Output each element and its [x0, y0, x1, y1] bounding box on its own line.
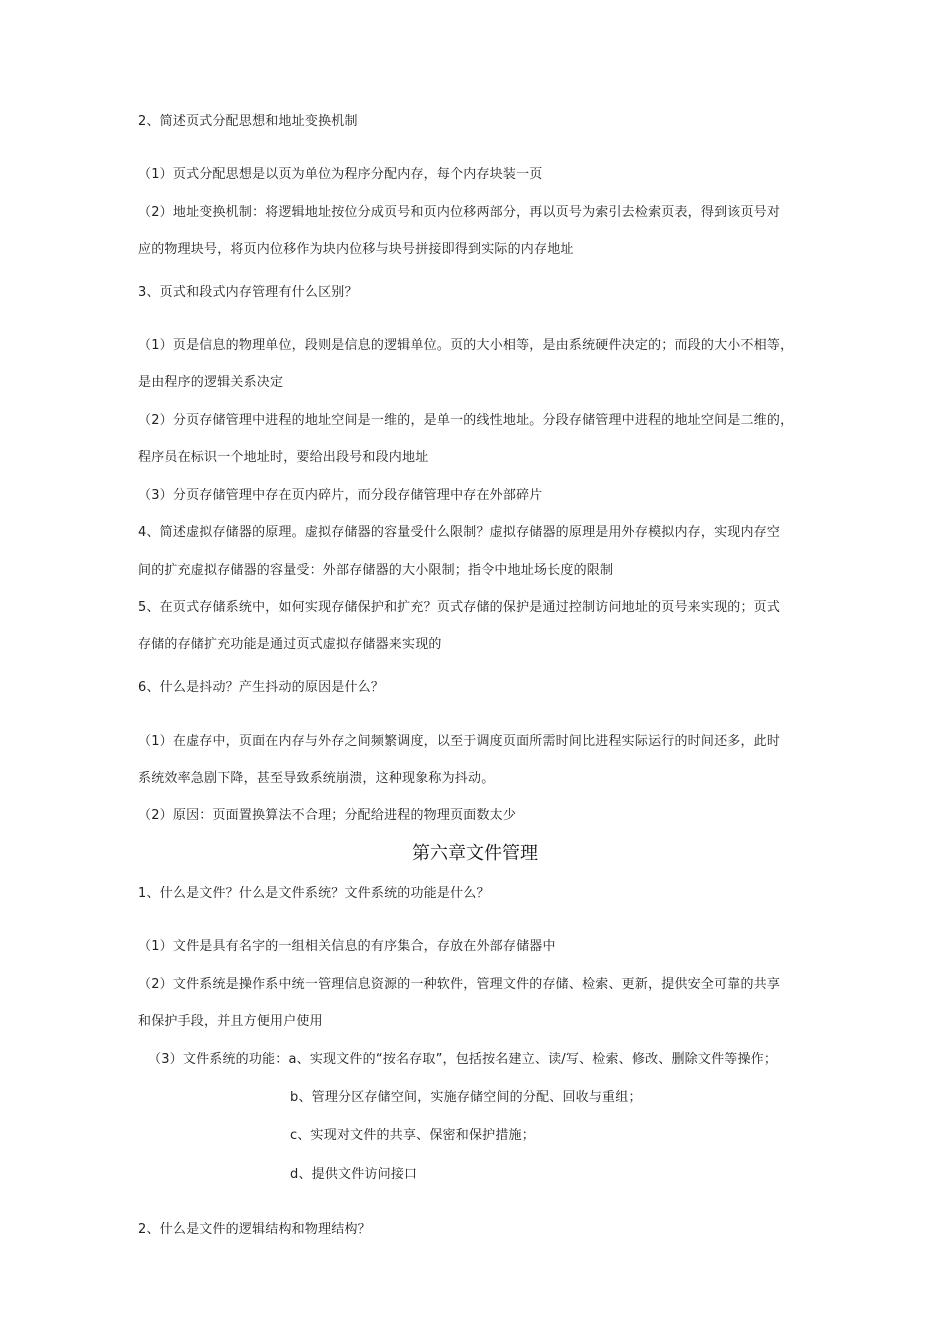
answer-list-item: b、管理分区存储空间，实施存储空间的分配、回收与重组；: [290, 1090, 642, 1105]
answer-paragraph: 和保护手段，并且方便用户使用: [138, 1014, 323, 1029]
answer-paragraph: （2）文件系统是操作系中统一管理信息资源的一种软件，管理文件的存储、检索、更新，提供安全可靠的共享: [138, 977, 781, 992]
answer-list-item: c、实现对文件的共享、保密和保护措施；: [290, 1128, 535, 1143]
answer-paragraph: （1）页式分配思想是以页为单位为程序分配内存，每个内存块装一页: [138, 167, 543, 182]
answer-paragraph: （2）分页存储管理中进程的地址空间是一维的，是单一的线性地址。分段存储管理中进程的地址空间是二维的，: [138, 413, 794, 428]
question-heading: 1、什么是文件？什么是文件系统？文件系统的功能是什么？: [138, 886, 490, 901]
question-heading: 5、在页式存储系统中，如何实现存储保护和扩充？页式存储的保护是通过控制访问地址的页号来实现的；页式: [138, 600, 781, 615]
answer-paragraph: 系统效率急剧下降，甚至导致系统崩溃，这种现象称为抖动。: [138, 771, 495, 786]
chapter-title: 第六章文件管理: [412, 843, 538, 864]
answer-paragraph: （2）原因：页面置换算法不合理；分配给进程的物理页面数太少: [138, 808, 517, 823]
answer-paragraph: （1）文件是具有名字的一组相关信息的有序集合，存放在外部存储器中: [138, 939, 556, 954]
question-heading: 3、页式和段式内存管理有什么区别？: [138, 285, 358, 300]
answer-paragraph: （2）地址变换机制：将逻辑地址按位分成页号和页内位移两部分，再以页号为索引去检索页表，得到该页号对: [138, 205, 781, 220]
answer-paragraph: 应的物理块号，将页内位移作为块内位移与块号拼接即得到实际的内存地址: [138, 242, 574, 257]
question-heading: 2、简述页式分配思想和地址变换机制: [138, 114, 358, 129]
question-heading: 4、简述虚拟存储器的原理。虚拟存储器的容量受什么限制？虚拟存储器的原理是用外存模拟内存，实现内存空: [138, 525, 781, 540]
answer-paragraph: （1）页是信息的物理单位，段则是信息的逻辑单位。页的大小相等，是由系统硬件决定的；而段的大小不相等，: [138, 338, 794, 353]
question-heading: 6、什么是抖动？产生抖动的原因是什么？: [138, 680, 385, 695]
answer-paragraph: 是由程序的逻辑关系决定: [138, 375, 284, 390]
answer-paragraph: （3）文件系统的功能：a、实现文件的“按名存取”，包括按名建立、读/写、检索、修改、删除文件等操作；: [148, 1052, 778, 1067]
answer-list-item: d、提供文件访问接口: [290, 1167, 418, 1182]
answer-paragraph: 程序员在标识一个地址时，要给出段号和段内地址: [138, 450, 429, 465]
answer-paragraph: （3）分页存储管理中存在页内碎片，而分段存储管理中存在外部碎片: [138, 488, 543, 503]
answer-paragraph: 间的扩充虚拟存储器的容量受：外部存储器的大小限制；指令中地址场长度的限制: [138, 563, 614, 578]
answer-paragraph: （1）在虚存中，页面在内存与外存之间频繁调度，以至于调度页面所需时间比进程实际运行的时间还多，此时: [138, 734, 781, 749]
answer-paragraph: 存储的存储扩充功能是通过页式虚拟存储器来实现的: [138, 637, 442, 652]
question-heading: 2、什么是文件的逻辑结构和物理结构？: [138, 1222, 371, 1237]
